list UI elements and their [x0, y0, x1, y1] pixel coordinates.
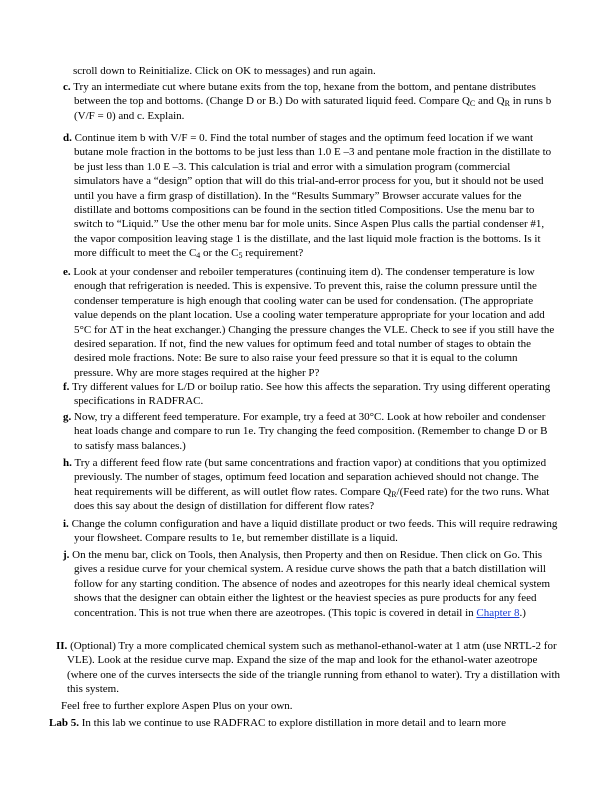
item-d-text-mid: or the C — [200, 247, 239, 260]
subscript-4: 4 — [196, 251, 201, 261]
item-g — [0, 410, 614, 453]
item-d-text-end: requirement? — [242, 247, 304, 260]
item-j-text: On the menu bar, click on Tools, then Analysis, then Property and then on Residue. Then click on Go. This gives a residue curve for your chemical system. A residue curve shows the path that a batch distillation will follow for any starting condition. The absence of nodes and azeotropes for this nearly ideal chemical system shows that the designer can obtain either the lightest or the heaviest species as pure products for any feed concentration. This is not true when there are azeotropes. (This topic is covered in detail in — [72, 549, 551, 619]
item-c — [0, 80, 614, 123]
item-i — [0, 517, 614, 546]
subscript-r: R — [391, 489, 397, 499]
section-ii-text: (Optional) Try a more complicated chemical system such as methanol-ethanol-water at 1 atm (use NRTL-2 for VLE). Look at the residue curve map. Expand the size of the map and look for the ethanol-water azeotrope (where one of the curves intersects the side of the triangle running from ethanol to water). Try a distillation with this system. — [67, 640, 561, 696]
item-d-text: Continue item b with V/F = 0. Find the total number of stages and the optimum feed location if we want butane mole fraction in the bottoms to be just less than 1.0 E –3 and pentane mole fraction in the distillate to be just less than 1.0 E –3. This calculation is trial and error with a simulation program (commercial simulators have a “design” option that will do this trial-and-error process for you, but it should not be used until you have a firm grasp of distillation). In the “Results Summary” Browser accurate values for the distillate and bottoms compositions can be found in the section titled Compositions. Use the menu bar to switch to “Liquid.” Use the other menu bar for mole units. Since Aspen Plus calls the partial condenser #1, the vapor composition leaving stage 1 is the distillate, and the last liquid mole fraction is the bottoms. Is it more difficult to meet the C — [74, 132, 552, 260]
section-ii — [0, 639, 614, 697]
item-d — [0, 131, 614, 261]
item-h-text-end: /(Feed rate) for the two runs. What does this say about the design of distillation for different flow rates? — [74, 485, 550, 513]
item-h-marker: h. — [63, 457, 72, 469]
subscript-5: 5 — [238, 251, 243, 261]
lab5-label: Lab 5. — [49, 717, 79, 729]
lab5-text: In this lab we continue to use RADFRAC to explore distillation in more detail and to learn more — [81, 717, 507, 729]
item-c-text-end: in runs b (V/F = 0) and c. Explain. — [74, 95, 552, 122]
item-e-marker: e. — [63, 266, 71, 278]
item-c-marker: c. — [63, 81, 71, 93]
item-h — [0, 456, 614, 514]
item-e — [0, 265, 614, 380]
item-d-marker: d. — [63, 132, 72, 144]
item-f-text: Try different values for L/D or boilup ratio. See how this affects the separation. Try using different operating specifications in RADFRAC. — [71, 381, 551, 408]
item-g-marker: g. — [63, 411, 72, 423]
item-i-text: Change the column configuration and have a liquid distillate product or two feeds. This will require redrawing your flowsheet. Compare results to 1e, but remember distillate is a liquid. — [71, 518, 558, 545]
section-ii-marker: II. — [56, 640, 68, 652]
closing-line: Feel free to further explore Aspen Plus on your own. — [61, 700, 293, 712]
item-h-text: Try a different feed flow rate (but same concentrations and fraction vapor) at conditions that you optimized previously. The number of stages, optimum feed location and separation achieved should not change. The heat requirements will be different, as will outlet flow rates. Compare Q — [74, 457, 547, 498]
item-e-text: Look at your condenser and reboiler temperatures (continuing item d). The condenser temperature is low enough that refrigeration is needed. This is expensive. To prevent this, raise the column pressure until the condenser temperature is high enough that cooling water can be used for condensation. (The appropriate value depends on the plant location. Use a cooling water temperature appropriate for your location and add 5°C for ΔT in the heat exchanger.) Changing the pressure changes the VLE. Check to see if you still have the desired separation. If not, find the new values for optimum feed and total number of stages to obtain the desired mole fractions. Note: Be sure to also raise your feed pressure so that it is equal to the column pressure. Why are more stages required at the higher P? — [73, 266, 555, 379]
item-c-text-mid: and Q — [475, 95, 505, 108]
item-j-marker: j. — [63, 549, 70, 561]
item-g-text: Now, try a different feed temperature. For example, try a feed at 30°C. Look at how reboiler and condenser heat loads change and compare to run 1e. Try changing the feed composition. (Remember to change D or B to satisfy mass balances.) — [74, 411, 548, 452]
lab5-line — [0, 716, 614, 730]
subscript-c: C — [469, 99, 476, 109]
chapter-8-link[interactable]: Chapter 8 — [476, 606, 520, 619]
item-f-marker: f. — [63, 381, 70, 393]
subscript-r: R — [504, 99, 510, 109]
item-j — [0, 548, 614, 620]
item-c-text: Try an intermediate cut where butane exits from the top, hexane from the bottom, and pentane distributes between the top and bottoms. (Change D or B.) Do with saturated liquid feed. Compare Q — [73, 81, 536, 108]
item-j-text-end: .) — [519, 606, 526, 619]
item-i-marker: i. — [63, 518, 69, 530]
item-f — [0, 380, 614, 409]
intro-line: scroll down to Reinitialize. Click on OK to messages) and run again. — [73, 65, 376, 77]
